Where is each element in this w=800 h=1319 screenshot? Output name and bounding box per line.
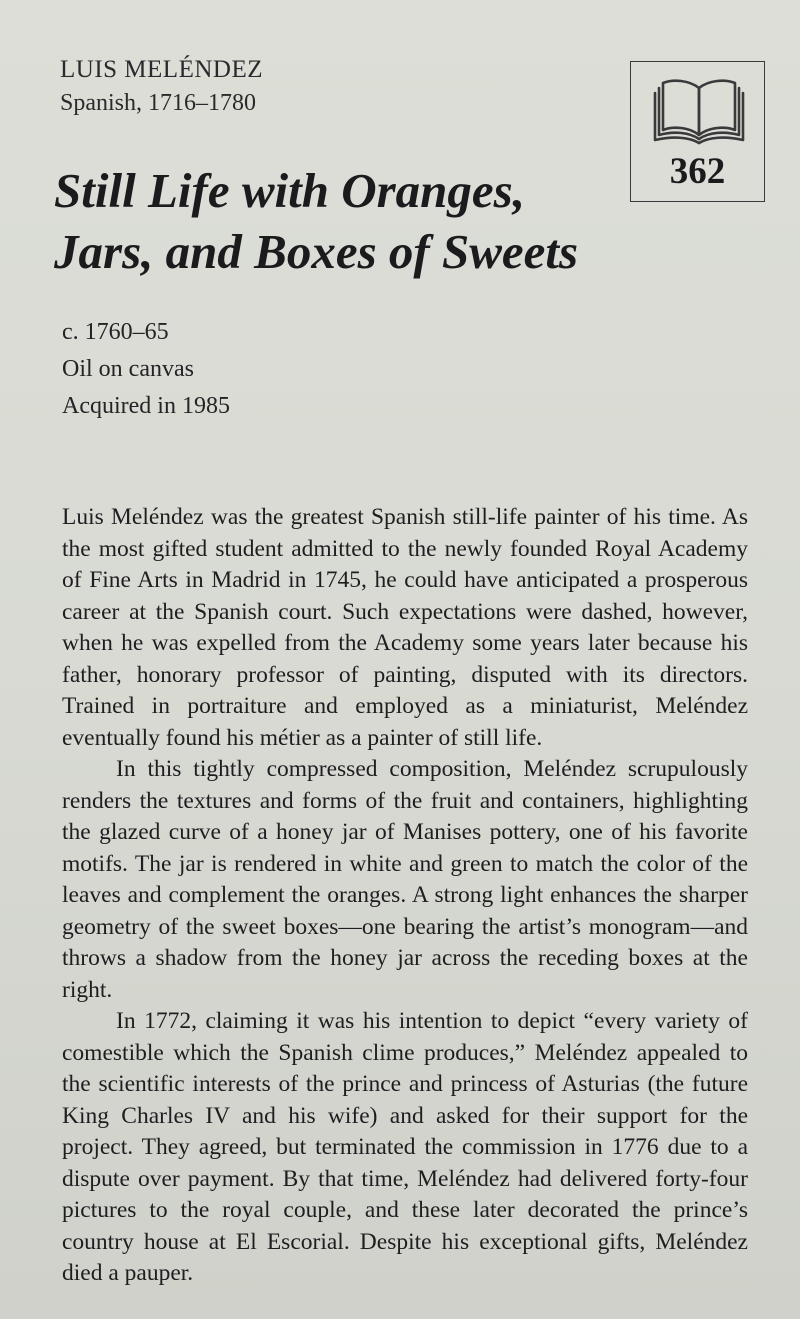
artwork-acquisition: Acquired in 1985 (62, 393, 230, 419)
audio-guide-number: 362 (669, 151, 726, 192)
artwork-title-line-2: Jars, and Boxes of Sweets (54, 224, 579, 279)
artwork-title (54, 160, 654, 282)
artwork-medium: Oil on canvas (62, 356, 194, 382)
description-text (62, 502, 748, 1290)
artwork-title-line-1: Still Life with Oranges, (54, 163, 526, 218)
description-paragraph-1: Luis Meléndez was the greatest Spanish still-life painter of his time. As the most gifted student admitted to the newly founded Royal Academy of Fine Arts in Madrid in 1745, he could have anticipated a prosperous career at the Spanish court. Such expectations were dashed, however, when he was expelled from the Academy some years later because his father, honorary professor of painting, disputed with its directors. Trained in portraiture and employed as a miniaturist, Meléndez eventually found his métier as a painter of still life. (62, 504, 748, 751)
description-paragraph-2: In this tightly compressed composition, Meléndez scrupulously renders the textures and forms of the fruit and containers, highlighting the glazed curve of a honey jar of Manises pottery, one of his favorite motifs. The jar is rendered in white and green to match the color of the leaves and complement the oranges. A strong light enhances the sharper geometry of the sweet boxes—one bearing the artist’s monogram—and throws a shadow from the honey jar across the receding boxes at the right. (62, 756, 748, 1003)
audio-guide-box (630, 61, 765, 202)
artist-nationality-dates: Spanish, 1716–1780 (60, 90, 257, 116)
artwork-date: c. 1760–65 (62, 319, 169, 345)
open-book-icon (651, 74, 747, 146)
description-paragraph-3: In 1772, claiming it was his intention to depict “every variety of comestible which the Spanish clime produces,” Meléndez appealed to the scientific interests of the prince and princess of Asturias (the future King Charles IV and his wife) and asked for their support for the project. They agreed, but terminated the commission in 1776 due to a dispute over payment. By that time, Meléndez had delivered forty-four pictures to the royal couple, and these later decorated the prince’s country house at El Escorial. Despite his exceptional gifts, Meléndez died a pauper. (62, 1008, 748, 1286)
artist-name: LUIS MELÉNDEZ (60, 56, 263, 83)
